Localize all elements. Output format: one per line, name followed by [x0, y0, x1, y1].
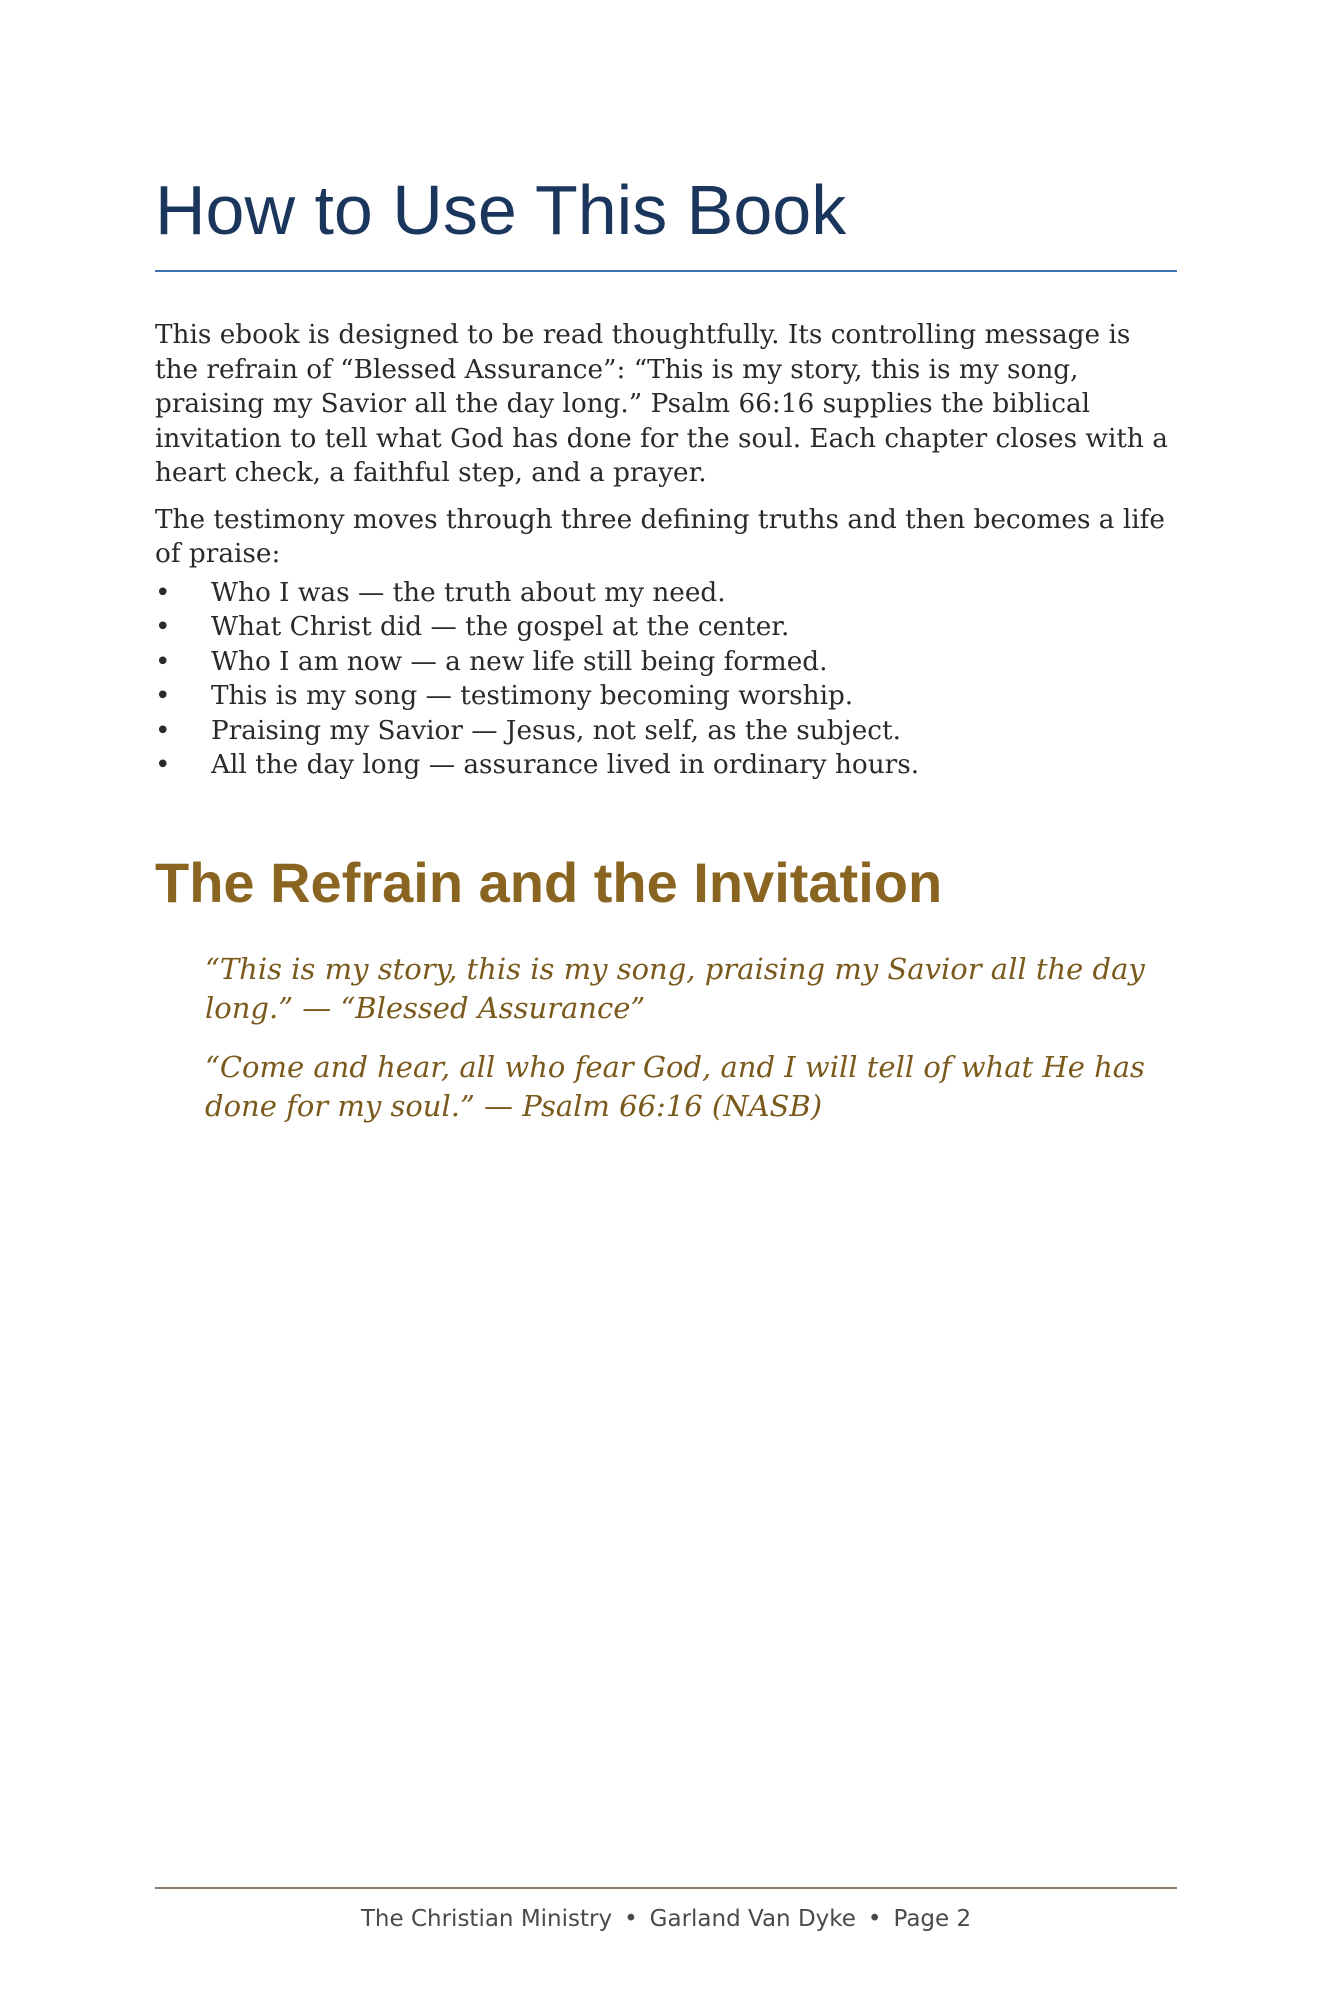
list-item — [155, 679, 1177, 714]
bullet-icon: • — [155, 681, 171, 711]
scripture-quote: “Come and hear, all who fear God, and I will tell of what He has done for my soul.” — Psalm 66:16 (NASB) — [205, 1050, 1145, 1123]
list-item — [155, 576, 1177, 611]
hymn-quote: “This is my story, this is my song, praising my Savior all the day long.” — “Blessed Assurance” — [205, 952, 1145, 1025]
list-item-text: Who I was — the truth about my need. — [211, 577, 726, 608]
bullet-icon: • — [155, 715, 171, 746]
section-heading: The Refrain and the Invitation — [155, 851, 943, 914]
bullet-icon: • — [155, 750, 171, 780]
list-item-text: Praising my Savior — Jesus, not self, as the subject. — [211, 715, 901, 746]
list-item — [155, 645, 1177, 680]
footer-divider — [155, 1887, 1177, 1889]
list-item — [155, 610, 1177, 645]
footer-page-number: Page 2 — [893, 1906, 972, 1932]
quote-block — [205, 950, 1145, 1146]
footer-separator: • — [624, 1906, 638, 1932]
list-item — [155, 748, 1177, 783]
footer-separator: • — [867, 1906, 882, 1932]
bullet-icon: • — [155, 612, 171, 642]
title-divider — [155, 270, 1177, 272]
list-item-text: Who I am now — a new life still being formed. — [211, 646, 828, 677]
list-item-text: All the day long — assurance lived in ordinary hours. — [211, 750, 920, 780]
footer-author: Garland Van Dyke — [649, 1906, 856, 1932]
document-page — [155, 0, 1177, 2002]
page-footer — [155, 1904, 1177, 1934]
truths-paragraph: The testimony moves through three defining truths and then becomes a life of praise: — [155, 504, 1165, 569]
intro-paragraph: This ebook is designed to be read thoughtfully. Its controlling message is the refrain of “Blessed Assurance”: “This is my story, this is my song, praising my Savior all the day long.” Psalm 66:16 supplies the biblical invitation to tell what God has done for the soul. Each chapter closes with a heart check, a faithful step, and a prayer. — [155, 320, 1168, 488]
bullet-icon: • — [155, 577, 171, 608]
list-item-text: This is my song — testimony becoming worship. — [211, 681, 854, 711]
footer-ministry: The Christian Ministry — [360, 1906, 613, 1932]
page-title: How to Use This Book — [155, 171, 847, 249]
truths-list — [155, 576, 1177, 783]
body-text — [155, 318, 1177, 783]
list-item-text: What Christ did — the gospel at the center. — [211, 612, 790, 642]
list-item — [155, 714, 1177, 749]
bullet-icon: • — [155, 646, 171, 677]
